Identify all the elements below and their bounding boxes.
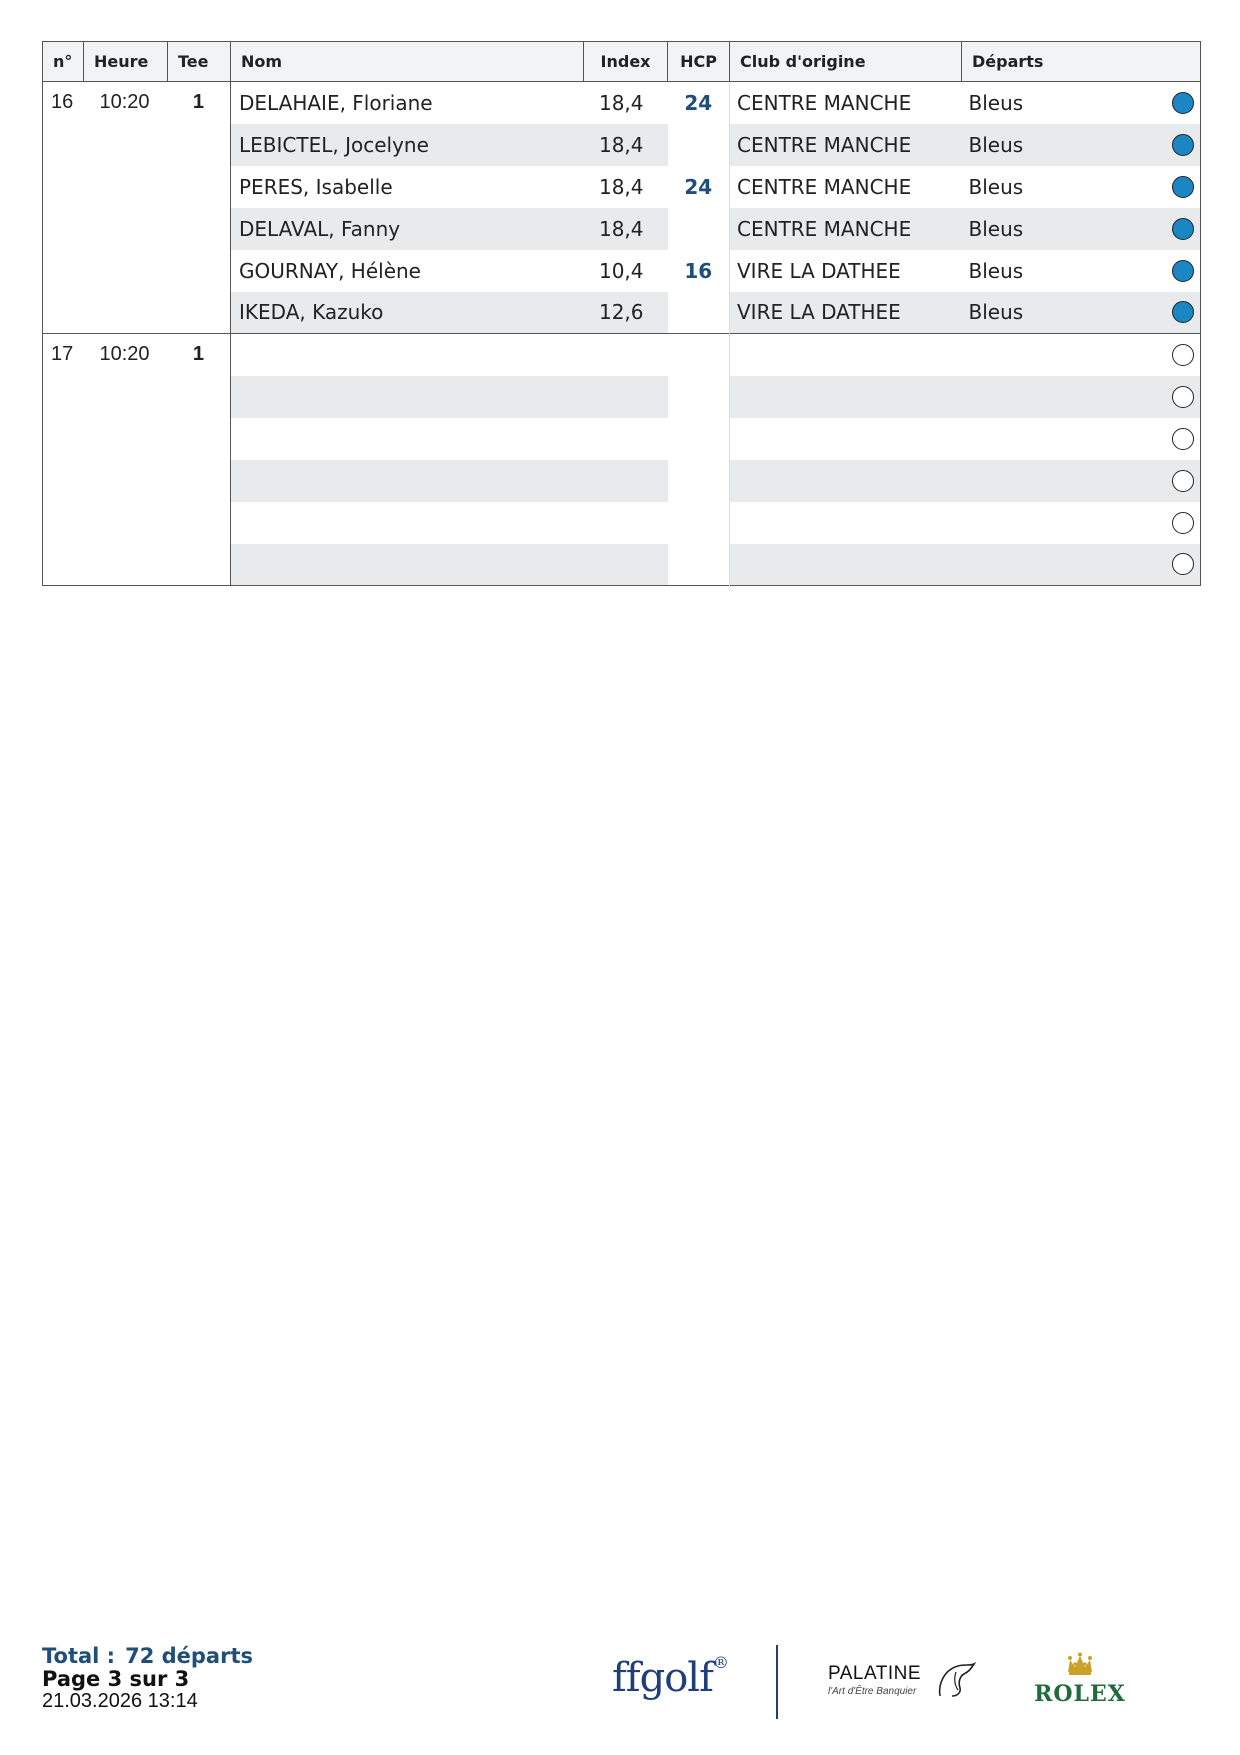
status-circle-icon <box>1172 218 1194 240</box>
player-tee-color: Bleus <box>968 174 1024 199</box>
palatine-horse-icon <box>934 1658 978 1702</box>
player-hcp <box>668 292 730 334</box>
player-club <box>730 334 962 376</box>
player-hcp <box>668 208 730 250</box>
group-tee: 1 <box>168 334 231 586</box>
player-index <box>584 502 668 544</box>
player-tee-color <box>962 334 1152 376</box>
group-time: 10:20 <box>84 82 168 334</box>
table-row <box>43 82 1201 124</box>
logo-divider <box>776 1645 778 1719</box>
player-hcp: 24 <box>668 166 730 208</box>
player-index <box>584 334 668 376</box>
group-tee: 1 <box>168 82 231 334</box>
col-header-heure: Heure <box>84 42 168 82</box>
player-club <box>730 502 962 544</box>
status-cell <box>1152 544 1201 586</box>
palatine-logo <box>828 1663 921 1697</box>
player-hcp <box>668 334 730 376</box>
player-club: CENTRE MANCHE <box>730 208 962 250</box>
player-club: CENTRE MANCHE <box>730 82 962 124</box>
status-circle-icon <box>1172 176 1194 198</box>
player-name <box>231 334 584 376</box>
player-name <box>231 502 584 544</box>
player-tee-color: Bleus <box>968 258 1024 283</box>
player-tee-color <box>962 544 1152 586</box>
group-number: 16 <box>43 82 84 334</box>
player-hcp <box>668 502 730 544</box>
player-tee-color <box>962 418 1152 460</box>
col-header-num: n° <box>43 42 84 82</box>
player-club: VIRE LA DATHEE <box>730 292 962 334</box>
player-name <box>231 376 584 418</box>
player-name <box>231 460 584 502</box>
player-index: 18,4 <box>584 208 668 250</box>
status-circle-icon <box>1172 260 1194 282</box>
status-cell <box>1152 418 1201 460</box>
player-index <box>584 418 668 460</box>
player-tee-color: Bleus <box>962 82 1152 124</box>
player-club: CENTRE MANCHE <box>730 124 962 166</box>
status-circle-icon <box>1172 428 1194 450</box>
table-body <box>43 82 1201 586</box>
player-name: IKEDA, Kazuko <box>231 292 584 334</box>
player-index: 18,4 <box>584 124 668 166</box>
player-hcp <box>668 418 730 460</box>
rolex-crown-icon <box>1065 1652 1095 1676</box>
total-line <box>42 1645 253 1668</box>
player-hcp: 16 <box>668 250 730 292</box>
total-label: Total : <box>42 1644 116 1668</box>
player-tee-color: Bleus <box>962 124 1152 166</box>
ffgolf-logo <box>612 1655 728 1701</box>
player-name: PERES, Isabelle <box>239 174 393 199</box>
player-name: GOURNAY, Hélène <box>239 258 421 283</box>
player-index: 12,6 <box>584 292 668 334</box>
status-cell <box>1152 124 1201 166</box>
group-number: 17 <box>43 334 84 586</box>
palatine-wordmark: PALATINE <box>828 1663 922 1684</box>
player-index: 10,4 <box>598 258 644 283</box>
status-circle-icon <box>1172 344 1194 366</box>
status-circle-icon <box>1172 301 1194 323</box>
print-date: 21.03.2026 13:14 <box>42 1690 198 1712</box>
table-row <box>43 334 1201 376</box>
status-circle-icon <box>1172 512 1194 534</box>
total-value: 72 départs <box>125 1644 254 1668</box>
status-cell <box>1152 166 1201 208</box>
table-header-row <box>43 42 1201 82</box>
player-hcp <box>668 544 730 586</box>
status-circle-icon <box>1172 386 1194 408</box>
player-tee-color: Bleus <box>962 292 1152 334</box>
player-hcp <box>668 376 730 418</box>
col-header-departs: Départs <box>962 42 1201 82</box>
player-index: 18,4 <box>584 82 668 124</box>
player-club: VIRE LA DATHEE <box>737 258 901 283</box>
rolex-logo <box>1032 1652 1128 1707</box>
status-cell <box>1152 250 1201 292</box>
player-name: LEBICTEL, Jocelyne <box>231 124 584 166</box>
status-cell <box>1152 334 1201 376</box>
player-club <box>730 418 962 460</box>
player-tee-color: Bleus <box>962 208 1152 250</box>
palatine-tagline: l'Art d'Être Banquier <box>828 1686 917 1697</box>
player-club <box>730 376 962 418</box>
page-indicator: Page 3 sur 3 <box>42 1667 190 1691</box>
player-club <box>730 460 962 502</box>
status-cell <box>1152 82 1201 124</box>
status-cell <box>1152 502 1201 544</box>
player-hcp: 24 <box>668 82 730 124</box>
ffgolf-registered-mark: ® <box>712 1653 728 1672</box>
status-cell <box>1152 292 1201 334</box>
col-header-nom: Nom <box>231 42 584 82</box>
status-cell <box>1152 460 1201 502</box>
player-name: DELAHAIE, Floriane <box>231 82 584 124</box>
player-index <box>584 460 668 502</box>
player-club <box>730 544 962 586</box>
player-name <box>231 418 584 460</box>
player-tee-color <box>962 376 1152 418</box>
start-list-table <box>42 41 1201 586</box>
player-tee-color <box>962 502 1152 544</box>
col-header-index: Index <box>584 42 668 82</box>
status-cell <box>1152 208 1201 250</box>
status-circle-icon <box>1172 470 1194 492</box>
rolex-wordmark: ROLEX <box>1034 1681 1126 1707</box>
player-index: 18,4 <box>598 174 644 199</box>
player-hcp <box>668 460 730 502</box>
col-header-tee: Tee <box>168 42 231 82</box>
ffgolf-wordmark: ffgolf <box>612 1655 713 1701</box>
group-time: 10:20 <box>84 334 168 586</box>
col-header-hcp: HCP <box>668 42 730 82</box>
status-circle-icon <box>1172 553 1194 575</box>
player-club: CENTRE MANCHE <box>737 174 912 199</box>
player-index <box>584 544 668 586</box>
col-header-club: Club d'origine <box>730 42 962 82</box>
player-name <box>231 544 584 586</box>
player-name: DELAVAL, Fanny <box>231 208 584 250</box>
footer-summary <box>42 1645 253 1712</box>
status-cell <box>1152 376 1201 418</box>
player-tee-color <box>962 460 1152 502</box>
status-circle-icon <box>1172 134 1194 156</box>
player-index <box>584 376 668 418</box>
status-circle-icon <box>1172 92 1194 114</box>
player-hcp <box>668 124 730 166</box>
